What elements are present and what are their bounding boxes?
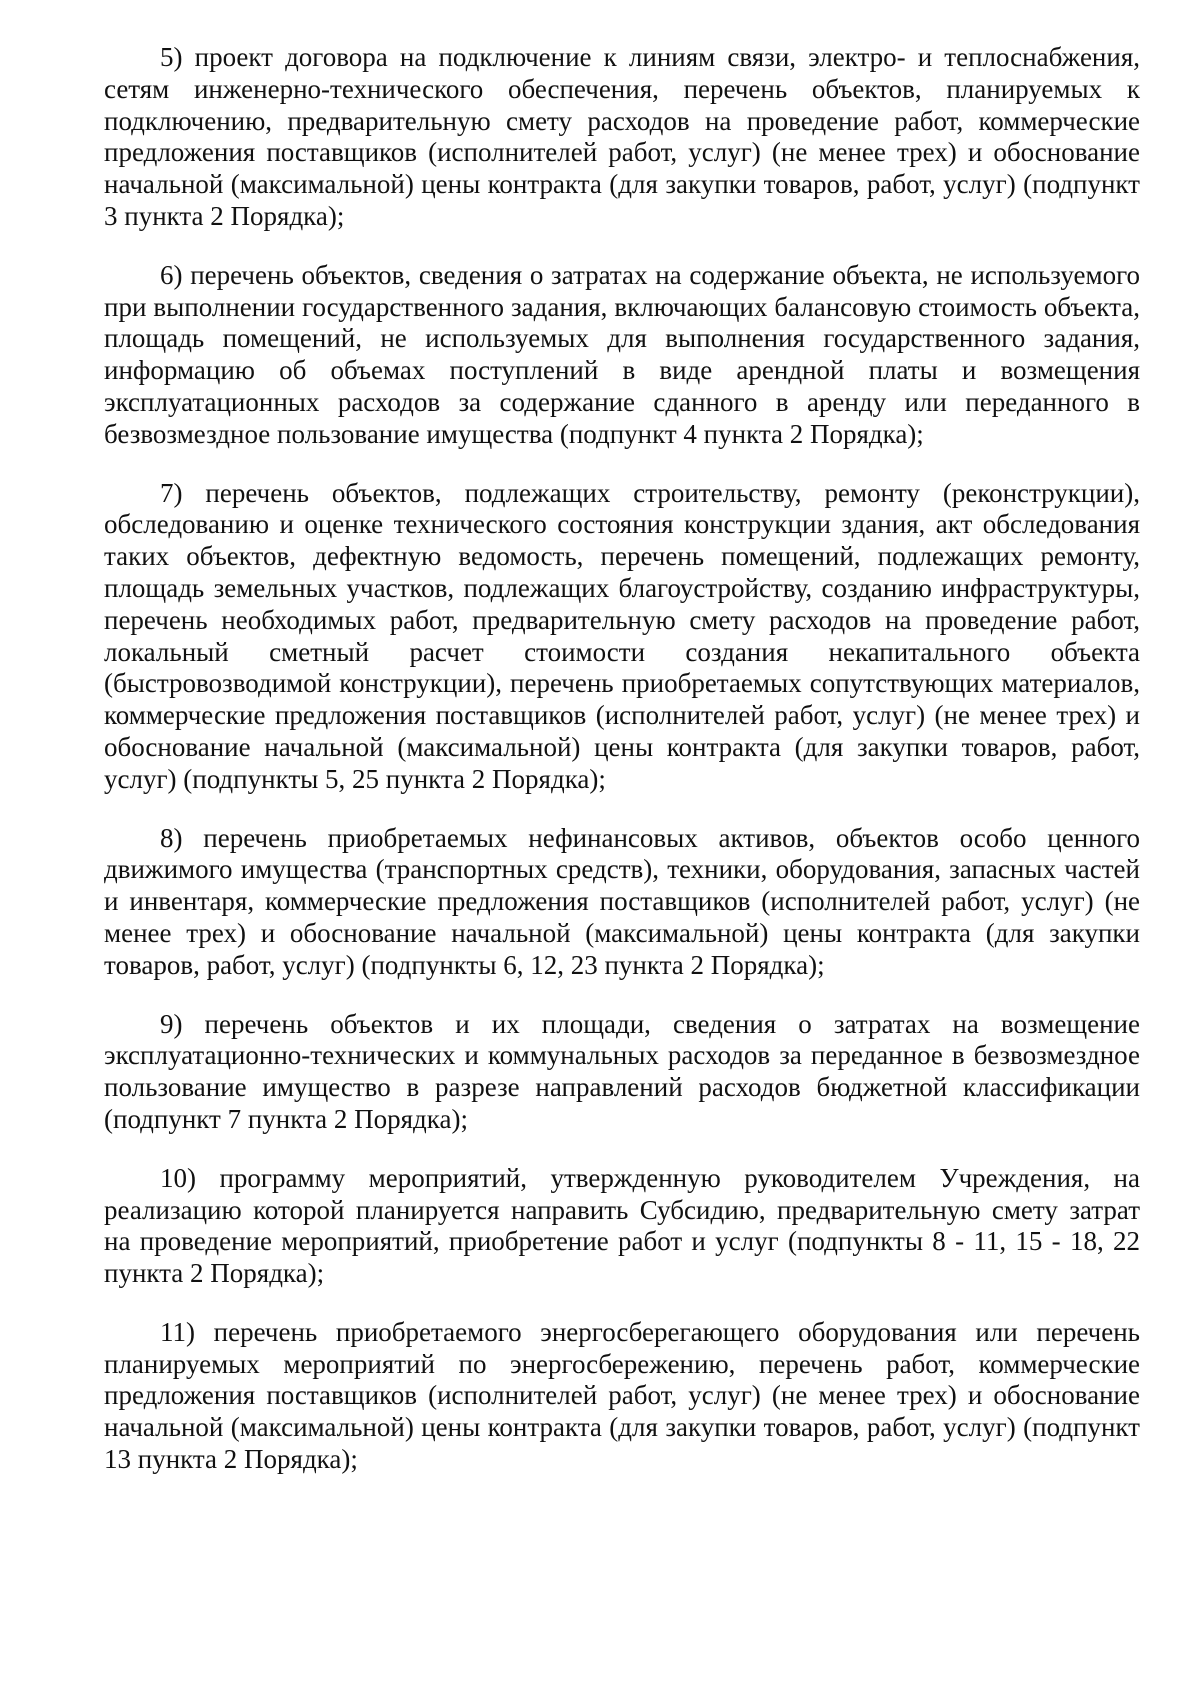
paragraph-item-7: 7) перечень объектов, подлежащих строительству, ремонту (реконструкции), обследованию и оценке технического состояния конструкции здания, акт обследования таких объектов, дефектную ведомость, перечень помещений, подлежащих ремонту, площадь земельных участков, подлежащих благоустройству, созданию инфраструктуры, перечень необходимых работ, предварительную смету расходов на проведение работ, локальный сметный расчет стоимости создания некапитального объекта (быстровозводимой конструкции), перечень приобретаемых сопутствующих материалов, коммерческие предложения поставщиков (исполнителей работ, услуг) (не менее трех) и обоснование начальной (максимальной) цены контракта (для закупки товаров, работ, услуг) (подпункты 5, 25 пункта 2 Порядка); xyxy=(104,477,1140,794)
paragraph-item-8: 8) перечень приобретаемых нефинансовых активов, объектов особо ценного движимого имущества (транспортных средств), техники, оборудования, запасных частей и инвентаря, коммерческие предложения поставщиков (исполнителей работ, услуг) (не менее трех) и обоснование начальной (максимальной) цены контракта (для закупки товаров, работ, услуг) (подпункты 6, 12, 23 пункта 2 Порядка); xyxy=(104,822,1140,980)
paragraph-item-6: 6) перечень объектов, сведения о затратах на содержание объекта, не используемого при выполнении государственного задания, включающих балансовую стоимость объекта, площадь помещений, не используемых для выполнения государственного задания, информацию об объемах поступлений в виде арендной платы и возмещения эксплуатационных расходов за содержание сданного в аренду или переданного в безвозмездное пользование имущества (подпункт 4 пункта 2 Порядка); xyxy=(104,259,1140,449)
paragraph-item-9: 9) перечень объектов и их площади, сведения о затратах на возмещение эксплуатационно-технических и коммунальных расходов за переданное в безвозмездное пользование имущество в разрезе направлений расходов бюджетной классификации (подпункт 7 пункта 2 Порядка); xyxy=(104,1008,1140,1134)
paragraph-item-10: 10) программу мероприятий, утвержденную руководителем Учреждения, на реализацию которой планируется направить Субсидию, предварительную смету затрат на проведение мероприятий, приобретение работ и услуг (подпункты 8 - 11, 15 - 18, 22 пункта 2 Порядка); xyxy=(104,1162,1140,1289)
paragraph-item-11: 11) перечень приобретаемого энергосберегающего оборудования или перечень планируемых мероприятий по энергосбережению, перечень работ, коммерческие предложения поставщиков (исполнителей работ, услуг) (не менее трех) и обоснование начальной (максимальной) цены контракта (для закупки товаров, работ, услуг) (подпункт 13 пункта 2 Порядка); xyxy=(104,1316,1140,1475)
paragraph-item-5: 5) проект договора на подключение к линиям связи, электро- и теплоснабжения, сетям инженерно-технического обеспечения, перечень объектов, планируемых к подключению, предварительную смету расходов на проведение работ, коммерческие предложения поставщиков (исполнителей работ, услуг) (не менее трех) и обоснование начальной (максимальной) цены контракта (для закупки товаров, работ, услуг) (подпункт 3 пункта 2 Порядка); xyxy=(104,42,1140,231)
